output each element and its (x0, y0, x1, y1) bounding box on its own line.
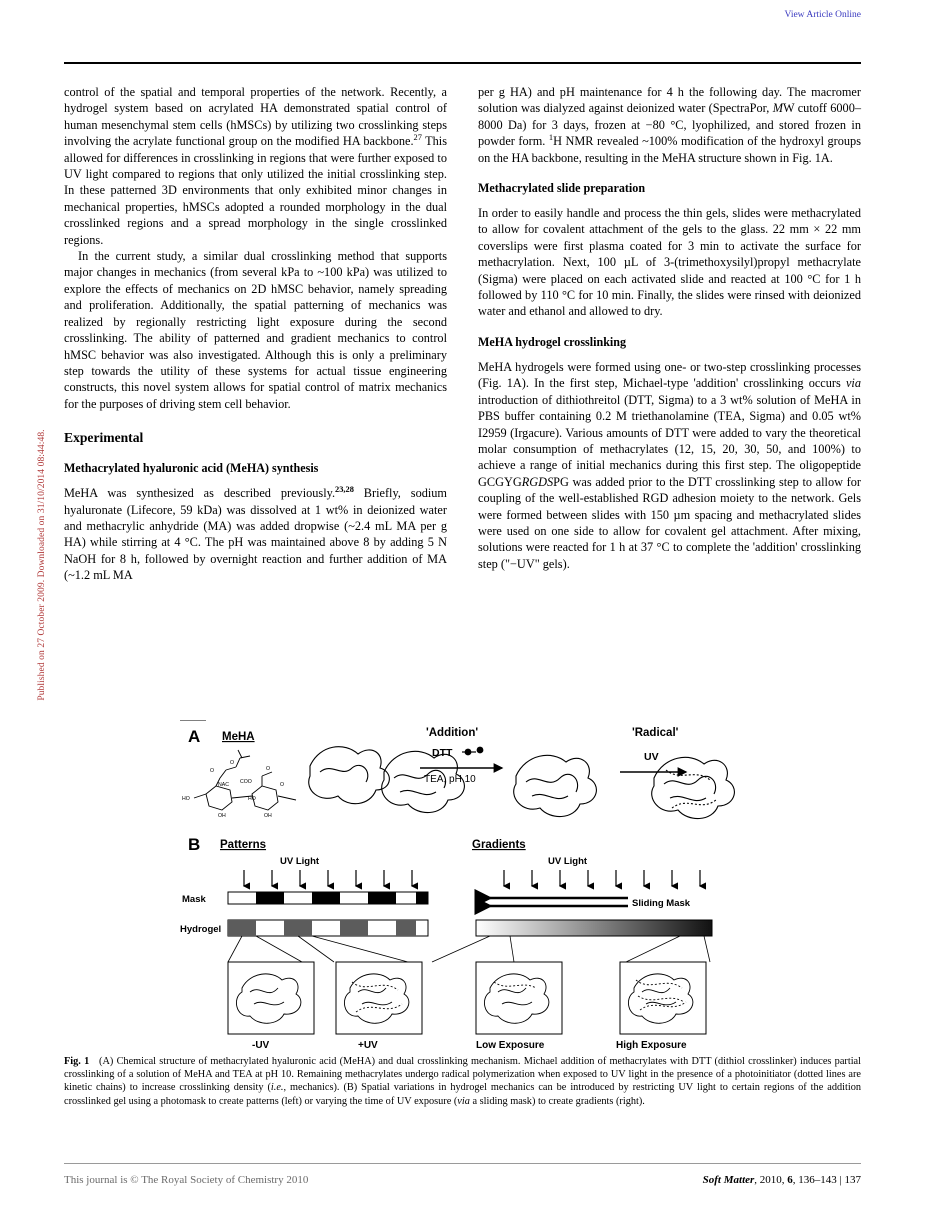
figure-radical-label: 'Radical' (632, 727, 679, 739)
inset-low-exposure (476, 962, 562, 1050)
figure-caption-text: (A) Chemical structure of methacrylated hyaluronic acid (MeHA) and dual crosslinking mechanism. Michael addition of methacrylates with DTT (dithiol crosslinker) induces partial crosslinking of a solution of MeHA and TEA at pH 10. Remaining methacrylates undergo radical polymerization when exposed to UV light in the presence of a photoinitiator (dotted lines are kinetic chains) to increase crosslinking density (i.e., mechanics). (B) Spatial variations in hydrogel mechanics can be introduced by restricting UV light to certain regions of the addition crosslinked gel using a photomask to create patterns (left) or varying the time of UV exposure (via a sliding mask) to create gradients (right). (64, 1056, 861, 1107)
uv-arrows-right (504, 870, 700, 886)
figure-mask-label: Mask (182, 894, 206, 905)
figure-hydrogel-label: Hydrogel (180, 924, 222, 935)
subsection-heading-meha-synthesis: Methacrylated hyaluronic acid (MeHA) synthesis (64, 461, 319, 476)
svg-text:OH: OH (218, 813, 226, 819)
footer-copyright: This journal is © The Royal Society of Chemistry 2010 (64, 1174, 309, 1186)
inset-high-exposure (616, 962, 706, 1050)
meha-chain-glyph (309, 747, 390, 804)
footer-pages: , 136–143 | (792, 1174, 845, 1186)
footer-citation (703, 1174, 861, 1186)
svg-text:COO: COO (240, 779, 252, 785)
left-column (64, 84, 447, 584)
figure-caption (64, 1055, 861, 1108)
figure-1 (180, 720, 750, 1050)
figure-minus-uv-label: -UV (252, 1040, 270, 1050)
publication-side-note: Published on 27 October 2009. Downloaded on 31/10/2014 08:44:48. (37, 429, 47, 701)
figure-caption-label: Fig. 1 (64, 1056, 90, 1067)
paragraph-slide-preparation: In order to easily handle and process the thin gels, slides were methacrylated to allow for covalent attachment of the gels to the glass. 22 mm × 22 mm coverslips were first plasma coated for 3 min to activate the surface for methacrylation. Next, 100 µL of 3-(trimethoxysilyl)propyl methacrylate (Sigma) were placed on each activated slide and reacted at 100 °C for 1 h followed by 110 °C for 10 min. Finally, the slides were rinsed with deionized water and ethanol and allowed to dry. (478, 206, 861, 319)
paragraph-macromer: per g HA) and pH maintenance for 4 h the following day. The macromer solution was dialyzed against deionized water (SpectraPor, MW cutoff 6000–8000 Da) for 3 days, frozen at −80 °C, lyophilized, and stored frozen in powder form. $^1$H NMR revealed ~100% modification of the hydroxyl groups on the HA backbone, resulting in the MeHA structure shown in Fig. 1A. (478, 85, 861, 165)
figure-high-exposure-label: High Exposure (616, 1040, 687, 1050)
hydrogel-gradient-bar (476, 920, 712, 936)
header-rule (64, 62, 861, 64)
hydrogel-pattern-bar (228, 920, 428, 936)
inset-minus-uv (228, 962, 314, 1050)
footer-volume: 6 (787, 1174, 793, 1186)
inset-plus-uv (336, 962, 422, 1050)
view-article-online-link[interactable]: View Article Online (784, 10, 861, 20)
paragraph-hydrogel-crosslinking: MeHA hydrogels were formed using one- or two-step crosslinking processes (Fig. 1A). In the first step, Michael-type 'addition' crosslinking occurs via introduction of dithiothreitol (DTT, Sigma) to a 3 wt% solution of MeHA in PBS buffer containing 0.2 M triethanolamine (TEA, Sigma) and 0.05 wt% I2959 (Irgacure). Various amounts of DTT were added to vary the theoretical molar consumption of methacrylates (12, 15, 20, 30, 50, and 100%) to achieve a range of initial mechanics during this first step. The oligopeptide GCGYGRGDSPG was added prior to the DTT crosslinking step to allow for coupling of the well-established RGD adhesion moiety to the network. Gels were formed between slides with 150 µm spacing and methacrylated slides were used on one side to allow for covalent gel attachment. After mixing, solutions were reacted for 1 h at 37 °C to complete the 'addition' crosslinking step ("−UV" gels). (478, 359, 861, 571)
inset-connectors (228, 936, 710, 962)
figure-panel-a-label: A (188, 727, 201, 746)
footer-rule (64, 1163, 861, 1164)
right-column (478, 84, 861, 572)
svg-text:NAC: NAC (218, 782, 229, 788)
dtt-molecule-icon (465, 749, 472, 756)
svg-text:O: O (266, 766, 271, 772)
figure-sliding-mask-label: Sliding Mask (632, 898, 691, 909)
figure-plus-uv-label: +UV (358, 1040, 378, 1050)
chemical-structure-labels (182, 760, 284, 819)
footer-year: , 2010, (754, 1174, 788, 1186)
footer-journal-title: Soft Matter (702, 1174, 755, 1186)
network-radical-glyph (652, 757, 735, 818)
svg-text:HO: HO (182, 796, 190, 802)
figure-uv-label: UV (644, 751, 659, 763)
figure-meha-label: MeHA (222, 731, 255, 743)
paragraph-continuation: control of the spatial and temporal properties of the network. Recently, a hydrogel system based on acrylated HA demonstrated spatial control of human mesenchymal stem cells (hMSCs) by utilizing two crosslinking steps involving the acrylate functional group on the modified HA backbone.$^{27}$ This allowed for differences in crosslinking in regions that were further exposed to UV light compared to regions that only utilized the initial crosslinking step. In these patterned 3D environments that only exhibited minor changes in mechanical properties, hMSCs adopted a rounded morphology in the dual crosslinked regions and a spread morphology in the single crosslinked regions. (64, 85, 447, 247)
figure-gradients-label: Gradients (472, 839, 526, 851)
figure-panel-b-label: B (188, 835, 201, 854)
svg-text:HO: HO (248, 796, 256, 802)
paragraph-meha-synthesis: MeHA was synthesized as described previously.$^{23,28}$ Briefly, sodium hyaluronate (Lifecore, 59 kDa) was dissolved at 1 wt% in deionized water and methacrylic anhydride (MA) was added dropwise (~2.4 mL MA per g HA) while stirring at 4 °C. The pH was maintained above 8 by adding 5 N NaOH for 8 h, followed by overnight reaction and further addition of MA (~1.2 mL MA (64, 485, 447, 583)
figure-uv-light-label-left: UV Light (280, 856, 320, 867)
figure-low-exposure-label: Low Exposure (476, 1040, 545, 1050)
svg-text:O: O (230, 760, 235, 766)
paragraph-current-study: In the current study, a similar dual crosslinking method that supports major changes in mechanics (from several kPa to ~100 kPa) was utilized to explore the effects of mechanics on 2D hMSC behavior, namely spreading and proliferation. Additionally, the spatial patterning of mechanics was realized by regionally restricting light exposure during the second crosslinking. The ability of patterned and gradient mechanics to control hMSC behavior was also investigated. Although this is only a preliminary step towards the utility of these systems for actual tissue engineering constructs, this novel system allows for spatial control of matrix mechanics for the purposes of driving stem cell behavior. (64, 249, 447, 411)
photomask-bar (228, 892, 428, 904)
figure-patterns-label: Patterns (220, 839, 267, 851)
svg-text:OH: OH (264, 813, 272, 819)
sliding-mask-arrows (490, 898, 628, 906)
figure-uv-light-label-right: UV Light (548, 856, 588, 867)
footer-page-number: 137 (844, 1174, 861, 1186)
section-heading-experimental: Experimental (64, 430, 144, 446)
subsection-heading-slide-preparation: Methacrylated slide preparation (478, 181, 646, 196)
figure-tea-label: TEA, pH 10 (424, 774, 476, 785)
uv-arrows-left (244, 870, 412, 886)
subsection-heading-hydrogel-crosslinking: MeHA hydrogel crosslinking (478, 334, 627, 349)
svg-text:O: O (280, 782, 285, 788)
figure-addition-label: 'Addition' (426, 727, 479, 739)
figure-dtt-label: DTT (432, 747, 453, 759)
svg-text:O: O (210, 768, 215, 774)
network-addition-glyph-2 (514, 755, 597, 816)
